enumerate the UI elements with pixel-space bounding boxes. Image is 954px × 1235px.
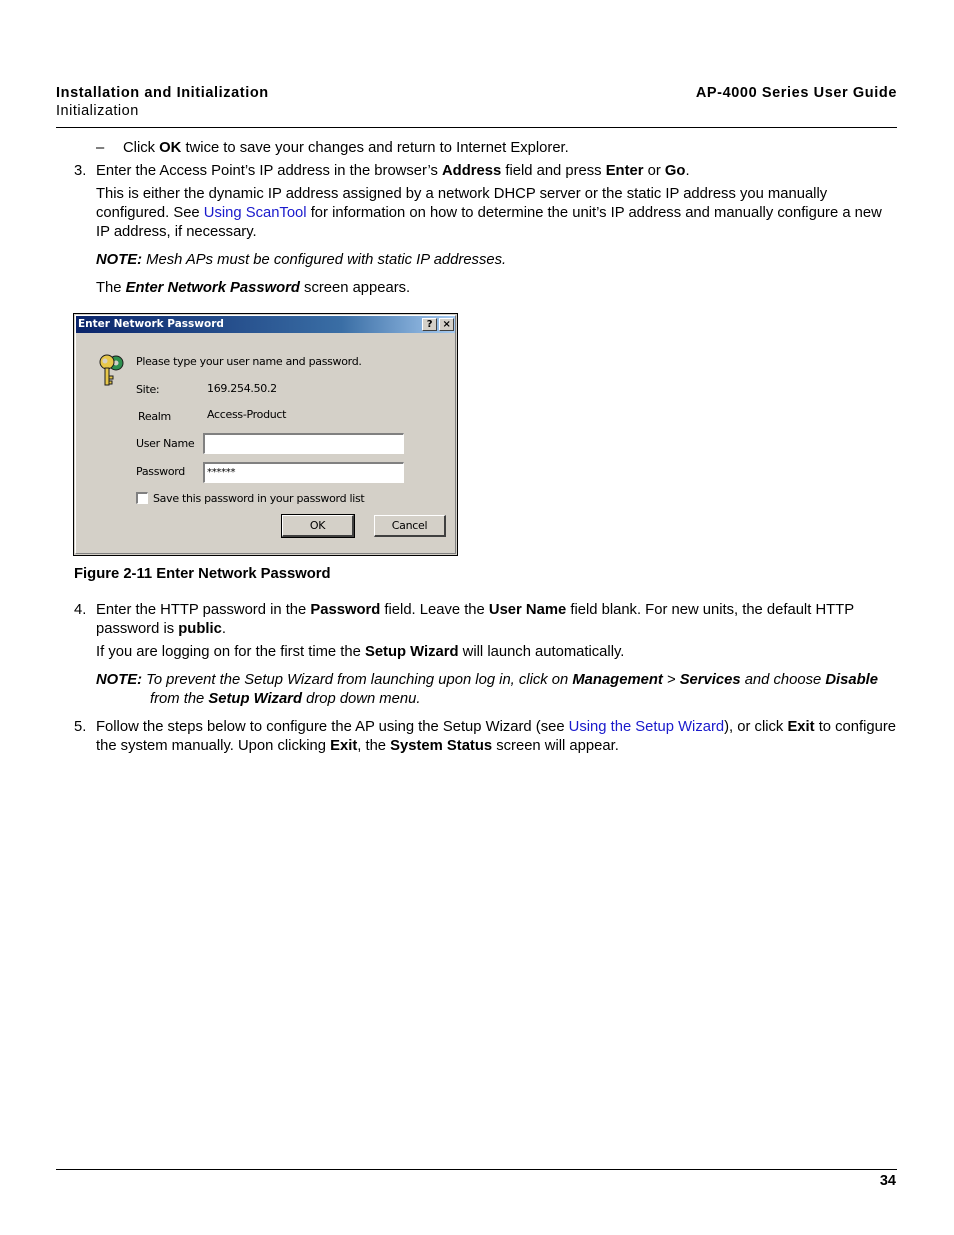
save-password-label: Save this password in your password list [153, 492, 365, 505]
close-icon[interactable]: × [439, 318, 454, 331]
step3-text: Enter the Access Point’s IP address in the browser’s Address field and press Enter or Go. [96, 163, 690, 179]
step5-text: Follow the steps below to configure the AP using the Setup Wizard (see Using the Setup Wizard), or click Exit to configure the system manually. Upon clicking Exit, the System Status screen will appear. [96, 719, 897, 754]
realm-label: Realm [138, 410, 171, 423]
header-subsection: Initialization [56, 103, 139, 119]
save-password-checkbox[interactable] [136, 492, 148, 504]
site-value: 169.254.50.2 [207, 382, 277, 395]
keys-icon [96, 352, 130, 388]
note-setup-wizard: NOTE: To prevent the Setup Wizard from launching upon log in, click on Management > Services and choose Disable from the Setup Wizard drop down menu. [96, 672, 878, 707]
footer-rule [56, 1169, 897, 1170]
password-label: Password [136, 465, 185, 478]
step5-number: 5. [74, 719, 87, 735]
step4-number: 4. [74, 602, 87, 618]
step3-explanation: This is either the dynamic IP address assigned by a network DHCP server or the static IP address you manually configured. See Using ScanTool for information on how to determine the unit’s IP address and manually configure a new IP address, if necessary. [96, 186, 882, 240]
figure-caption: Figure 2-11 Enter Network Password [74, 566, 331, 582]
dialog-prompt: Please type your user name and password. [136, 355, 362, 368]
header-rule [56, 127, 897, 128]
using-setup-wizard-link[interactable]: Using the Setup Wizard [568, 719, 725, 735]
header-section: Installation and Initialization [56, 85, 269, 101]
step4-text: Enter the HTTP password in the Password field. Leave the User Name field blank. For new units, the default HTTP password is public. [96, 602, 854, 637]
step3-number: 3. [74, 163, 87, 179]
dialog-titlebar: Enter Network Password [76, 316, 455, 333]
enter-network-password-dialog [73, 313, 458, 556]
setup-wizard-text: If you are logging on for the first time the Setup Wizard will launch automatically. [96, 644, 625, 660]
username-field[interactable] [203, 433, 404, 454]
using-scantool-link[interactable]: Using ScanTool [203, 205, 307, 221]
password-field[interactable]: ****** [203, 462, 404, 483]
cancel-button[interactable]: Cancel [374, 515, 446, 537]
header-left [56, 85, 269, 119]
header-guide-title: AP-4000 Series User Guide [695, 85, 897, 101]
username-label: User Name [136, 437, 195, 450]
screen-appears-text: The Enter Network Password screen appears. [96, 280, 411, 296]
site-label: Site: [136, 383, 160, 396]
page-number: 34 [879, 1173, 896, 1189]
bullet-line: Click OK twice to save your changes and return to Internet Explorer. [123, 140, 569, 156]
help-icon[interactable]: ? [422, 318, 437, 331]
note-mesh: NOTE: Mesh APs must be configured with static IP addresses. [96, 252, 507, 268]
ok-button[interactable]: OK [282, 515, 354, 537]
realm-value: Access-Product [207, 408, 287, 421]
bullet-dash: – [96, 140, 105, 156]
